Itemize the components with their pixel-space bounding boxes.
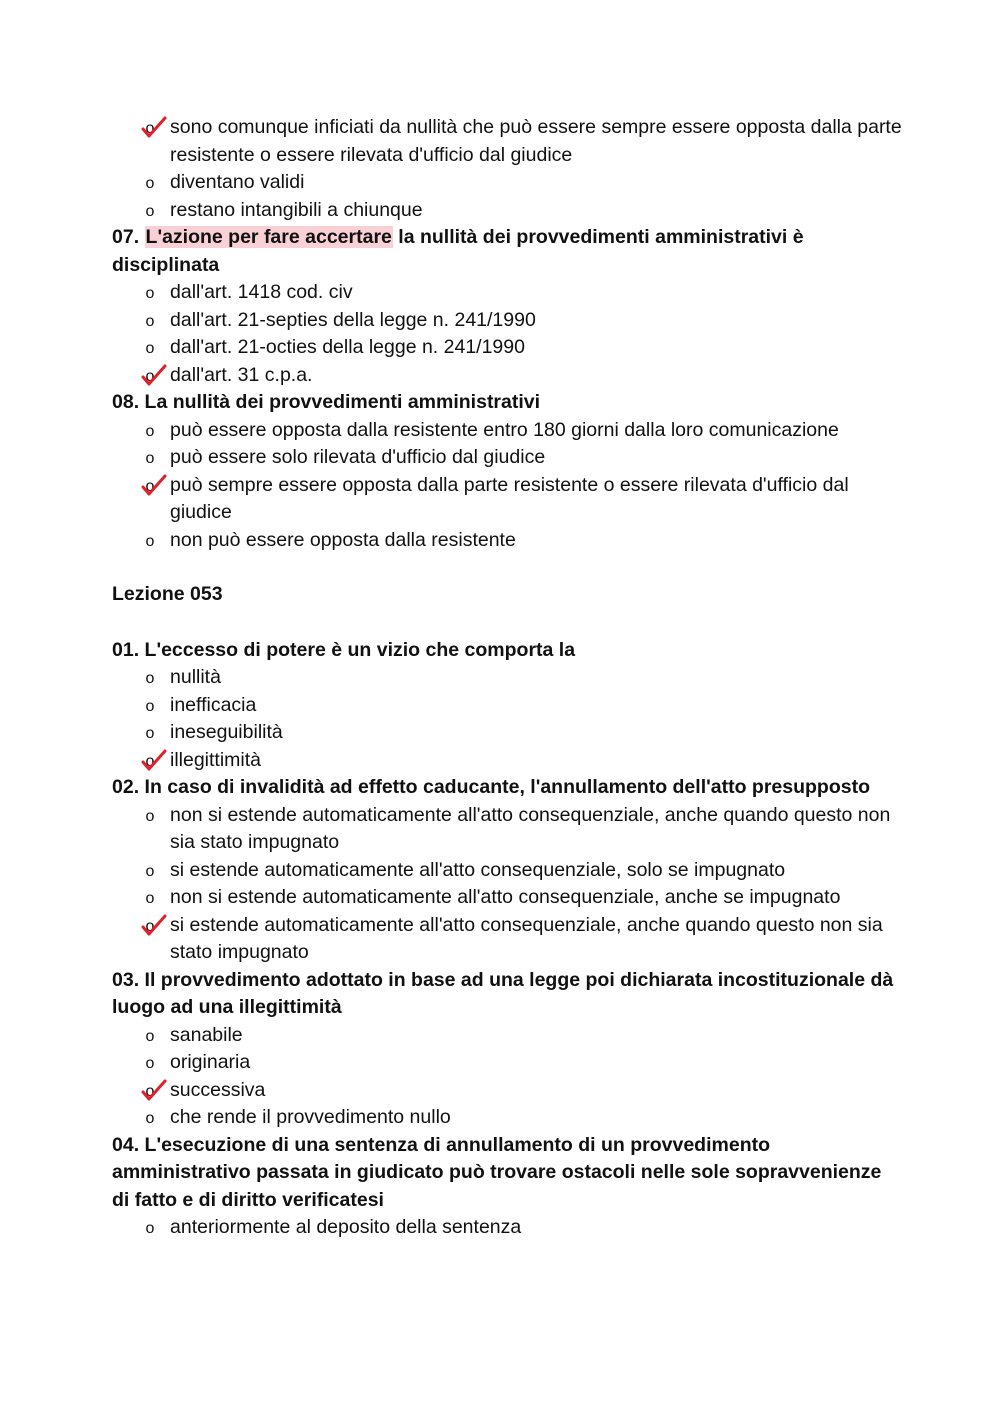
bullet-icon: o	[145, 422, 155, 440]
bullet-icon: o	[145, 1055, 155, 1072]
option-item-correct	[112, 1077, 902, 1105]
question-number: 01.	[112, 638, 140, 661]
option-text: dall'art. 1418 cod. civ	[170, 281, 353, 303]
option-item	[112, 307, 902, 335]
option-text: inefficacia	[170, 693, 257, 716]
question-text	[112, 637, 902, 665]
options-list	[112, 114, 902, 224]
question-text	[112, 1132, 902, 1215]
bullet-icon: o	[145, 1082, 155, 1100]
bullet-icon: o	[145, 312, 155, 330]
bullet-icon: o	[145, 175, 155, 192]
option-text: che rende il provvedimento nullo	[170, 1106, 451, 1128]
check-mark-icon	[141, 364, 167, 388]
option-item	[112, 334, 902, 362]
option-text: non si estende automaticamente all'atto consequenziale, anche se impugnato	[170, 886, 841, 908]
option-item	[112, 417, 902, 445]
option-item	[112, 1022, 902, 1050]
question-number: 04.	[112, 1133, 140, 1156]
check-mark-icon	[141, 474, 167, 498]
bullet-icon: o	[145, 532, 155, 550]
options-list	[112, 1022, 902, 1132]
check-mark-icon	[141, 116, 167, 140]
bullet-icon: o	[145, 1110, 155, 1127]
bullet-icon: o	[145, 917, 155, 935]
highlighted-text: L'azione per fare accertare	[145, 226, 392, 248]
bullet-icon: o	[145, 1220, 155, 1237]
option-text: ineseguibilità	[170, 721, 283, 743]
question-body: Il provvedimento adottato in base ad una legge poi dichiarata incostituzionale dà luogo ad una illegittimità	[112, 968, 894, 1018]
option-text: non può essere opposta dalla resistente	[170, 528, 516, 551]
check-mark-icon	[141, 749, 167, 773]
option-item	[112, 279, 902, 307]
bullet-icon: o	[145, 340, 155, 357]
bullet-icon: o	[145, 1027, 155, 1045]
question-body: la nullità dei provvedimenti amministrativi è disciplinata	[112, 226, 804, 276]
option-item	[112, 857, 902, 885]
question-body: In caso di invalidità ad effetto caducante, l'annullamento dell'atto presupposto	[144, 776, 870, 798]
option-text: successiva	[170, 1078, 266, 1101]
option-text: sono comunque inficiati da nullità che può essere sempre essere opposta dalla parte resistente o essere rilevata d'ufficio dal giudice	[170, 116, 902, 166]
bullet-icon: o	[145, 450, 155, 467]
options-list	[112, 279, 902, 389]
bullet-icon: o	[145, 285, 155, 302]
option-item-correct	[112, 114, 902, 169]
question-text	[112, 224, 902, 279]
option-item	[112, 444, 902, 472]
option-text: si estende automaticamente all'atto consequenziale, anche quando questo non sia stato impugnato	[170, 913, 883, 963]
bullet-icon: o	[145, 752, 155, 770]
option-item	[112, 169, 902, 197]
question-number: 08.	[112, 391, 140, 413]
options-list	[112, 1214, 902, 1242]
option-item	[112, 692, 902, 720]
bullet-icon: o	[145, 670, 155, 687]
option-item	[112, 527, 902, 555]
option-item	[112, 197, 902, 225]
option-text: originaria	[170, 1051, 251, 1073]
option-item-correct	[112, 472, 902, 527]
option-text: dall'art. 31 c.p.a.	[170, 363, 313, 386]
option-item	[112, 1214, 902, 1242]
question-number: 02.	[112, 776, 140, 798]
option-text: non si estende automaticamente all'atto consequenziale, anche quando questo non sia stato impugnato	[170, 803, 891, 853]
bullet-icon: o	[145, 725, 155, 742]
question-number: 03.	[112, 968, 140, 991]
bullet-icon: o	[145, 890, 155, 907]
bullet-icon: o	[145, 807, 155, 825]
bullet-icon: o	[145, 477, 155, 495]
question-number: 07.	[112, 226, 140, 248]
option-item	[112, 1104, 902, 1132]
option-item-correct	[112, 912, 902, 967]
option-text: anteriormente al deposito della sentenza	[170, 1216, 522, 1238]
option-text: può essere solo rilevata d'ufficio dal giudice	[170, 446, 546, 468]
question-text	[112, 774, 902, 802]
option-item	[112, 1049, 902, 1077]
option-item-correct	[112, 362, 902, 390]
question-text	[112, 967, 902, 1022]
option-text: restano intangibili a chiunque	[170, 198, 423, 221]
options-list	[112, 417, 902, 555]
option-item	[112, 802, 902, 857]
options-list	[112, 664, 902, 774]
document-page	[112, 114, 902, 1242]
bullet-icon: o	[145, 120, 155, 137]
option-text: nullità	[170, 666, 221, 688]
option-text: diventano validi	[170, 171, 305, 193]
check-mark-icon	[141, 914, 167, 938]
option-item	[112, 884, 902, 912]
option-text: dall'art. 21-septies della legge n. 241/1990	[170, 308, 536, 331]
option-item-correct	[112, 747, 902, 775]
lesson-title: Lezione 053	[112, 583, 223, 605]
option-text: dall'art. 21-octies della legge n. 241/1990	[170, 336, 525, 358]
question-text	[112, 389, 902, 417]
option-text: si estende automaticamente all'atto consequenziale, solo se impugnato	[170, 858, 786, 881]
option-text: può essere opposta dalla resistente entro 180 giorni dalla loro comunicazione	[170, 418, 839, 441]
option-item	[112, 719, 902, 747]
question-body: La nullità dei provvedimenti amministrativi	[144, 391, 541, 413]
bullet-icon: o	[145, 697, 155, 715]
option-text: illegittimità	[170, 748, 262, 771]
option-item	[112, 664, 902, 692]
question-body: L'eccesso di potere è un vizio che comporta la	[144, 638, 576, 661]
option-text: sanabile	[170, 1023, 243, 1046]
bullet-icon: o	[145, 367, 155, 385]
bullet-icon: o	[145, 862, 155, 880]
bullet-icon: o	[145, 202, 155, 220]
question-body: L'esecuzione di una sentenza di annullamento di un provvedimento amministrativo passata in giudicato può trovare ostacoli nelle sole sopravvenienze di fatto e di diritto verificatesi	[112, 1133, 882, 1211]
check-mark-icon	[141, 1079, 167, 1103]
option-text: può sempre essere opposta dalla parte resistente o essere rilevata d'ufficio dal giudice	[170, 473, 849, 523]
options-list	[112, 802, 902, 967]
